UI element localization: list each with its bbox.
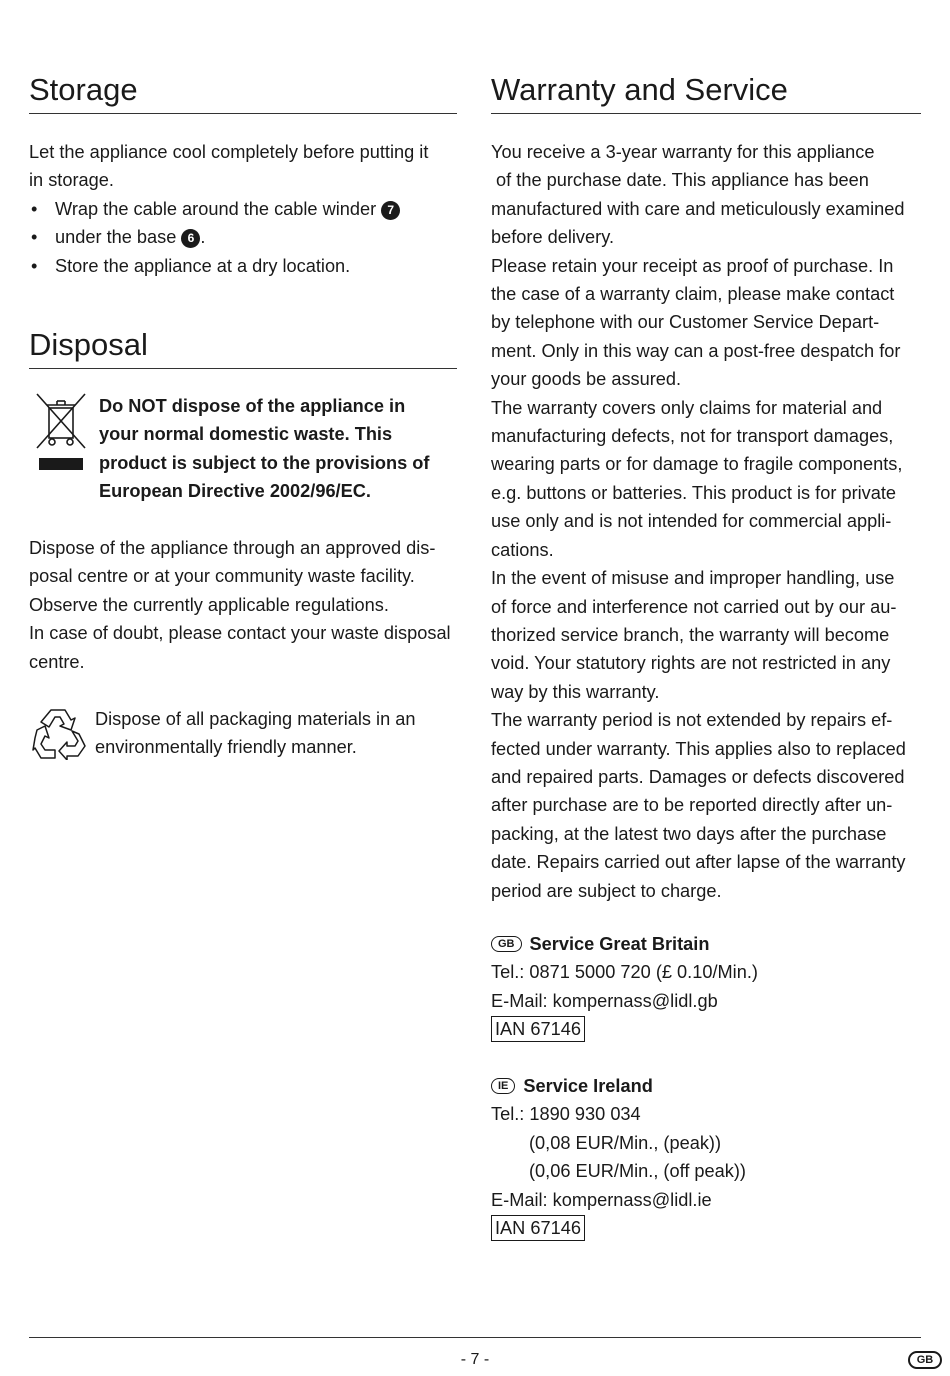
disposal-heading: Disposal: [29, 327, 457, 369]
warranty-line: thorized service branch, the warranty will become: [491, 624, 890, 645]
warning-line: European Directive 2002/96/EC.: [99, 481, 371, 502]
disposal-line: Observe the currently applicable regulations.: [29, 594, 389, 615]
warranty-line: of force and interference not carried out by our au-: [491, 596, 897, 617]
warning-line: product is subject to the provisions of: [99, 452, 430, 473]
service-gb-ian: IAN 67146: [491, 1016, 585, 1042]
packaging-text: [95, 705, 457, 762]
recycle-icon: [31, 706, 87, 760]
service-ie-title-row: [491, 1072, 921, 1100]
warranty-line: manufacturing defects, not for transport damages,: [491, 426, 894, 447]
storage-bullet-cable: [29, 195, 457, 223]
warranty-line: In the event of misuse and improper handling, use: [491, 568, 895, 589]
warranty-line: way by this warranty.: [491, 681, 660, 702]
service-ie-email: E-Mail: kompernass@lidl.ie: [491, 1189, 712, 1210]
service-ie-title: Service Ireland: [523, 1076, 653, 1096]
warranty-line: manufactured with care and meticulously examined: [491, 198, 905, 219]
warranty-line: fected under warranty. This applies also to replaced: [491, 738, 906, 759]
crossed-out-wheelie-bin-icon: [35, 392, 87, 474]
warranty-line: after purchase are to be reported directly after un-: [491, 795, 893, 816]
disposal-line: Dispose of the appliance through an approved dis-: [29, 538, 436, 558]
service-ie-rate-offpeak: (0,06 EUR/Min., (off peak)): [529, 1161, 746, 1182]
storage-bullet-cable-cont: [29, 223, 457, 251]
warranty-line: by telephone with our Customer Service Depart-: [491, 312, 880, 333]
service-gb-title-row: [491, 930, 921, 958]
storage-heading: Storage: [29, 72, 457, 114]
warranty-line: and repaired parts. Damages or defects discovered: [491, 766, 905, 787]
disposal-line: posal centre or at your community waste facility.: [29, 566, 415, 587]
warranty-line: e.g. buttons or batteries. This product is for private: [491, 482, 897, 503]
country-badge-gb: GB: [491, 936, 522, 952]
warranty-line: of the purchase date. This appliance has been: [491, 170, 869, 191]
service-gb-title: Service Great Britain: [529, 934, 710, 954]
packaging-line: environmentally friendly manner.: [95, 737, 357, 758]
warranty-line: period are subject to charge.: [491, 880, 722, 901]
bullet-text: under the base: [55, 227, 177, 248]
warranty-line: the case of a warranty claim, please make contact: [491, 284, 895, 305]
service-ie-ian: IAN 67146: [491, 1215, 585, 1241]
country-badge-ie: IE: [491, 1078, 515, 1094]
part-number-badge: 7: [381, 201, 400, 220]
warranty-line: You receive a 3-year warranty for this appliance: [491, 142, 875, 162]
disposal-warning: [99, 392, 457, 506]
storage-text: [29, 138, 457, 280]
footer-divider: [29, 1337, 921, 1338]
storage-intro-line: Let the appliance cool completely before putting it: [29, 142, 429, 162]
service-ie-block: [491, 1072, 921, 1242]
page-number: - 7 -: [460, 1351, 490, 1368]
warranty-line: your goods be assured.: [491, 369, 682, 390]
bullet-period: .: [200, 227, 206, 248]
storage-bullet-dry: • Store the appliance at a dry location.: [29, 252, 457, 280]
service-gb-email: E-Mail: kompernass@lidl.gb: [491, 990, 718, 1011]
storage-intro-line: in storage.: [29, 170, 114, 191]
disposal-line: centre.: [29, 651, 85, 672]
warranty-heading: Warranty and Service: [491, 72, 921, 114]
service-gb-tel: Tel.: 0871 5000 720 (£ 0.10/Min.): [491, 962, 758, 983]
warning-line: your normal domestic waste. This: [99, 424, 393, 445]
warranty-text: [491, 138, 921, 905]
disposal-body: [29, 534, 457, 676]
warranty-line: use only and is not intended for commercial appli-: [491, 511, 892, 532]
warranty-line: before delivery.: [491, 227, 614, 248]
service-ie-rate-peak: (0,08 EUR/Min., (peak)): [529, 1132, 722, 1153]
disposal-line: In case of doubt, please contact your waste disposal: [29, 623, 451, 644]
warranty-line: ment. Only in this way can a post-free despatch for: [491, 340, 901, 361]
warranty-line: cations.: [491, 539, 554, 560]
packaging-line: Dispose of all packaging materials in an: [95, 709, 416, 729]
part-number-badge: 6: [181, 229, 200, 248]
warranty-line: The warranty covers only claims for material and: [491, 397, 883, 418]
service-ie-tel: Tel.: 1890 930 034: [491, 1104, 641, 1125]
warranty-line: Please retain your receipt as proof of purchase. In: [491, 255, 894, 276]
warranty-line: wearing parts or for damage to fragile components,: [491, 454, 903, 475]
warranty-line: void. Your statutory rights are not restricted in any: [491, 653, 891, 674]
service-gb-block: [491, 930, 921, 1044]
warranty-line: The warranty period is not extended by repairs ef-: [491, 710, 893, 731]
warning-line: Do NOT dispose of the appliance in: [99, 396, 406, 416]
bullet-text: Wrap the cable around the cable winder: [55, 198, 377, 219]
language-badge: GB: [908, 1351, 942, 1369]
warranty-line: packing, at the latest two days after the purchase: [491, 823, 887, 844]
warranty-line: date. Repairs carried out after lapse of the warranty: [491, 852, 906, 873]
